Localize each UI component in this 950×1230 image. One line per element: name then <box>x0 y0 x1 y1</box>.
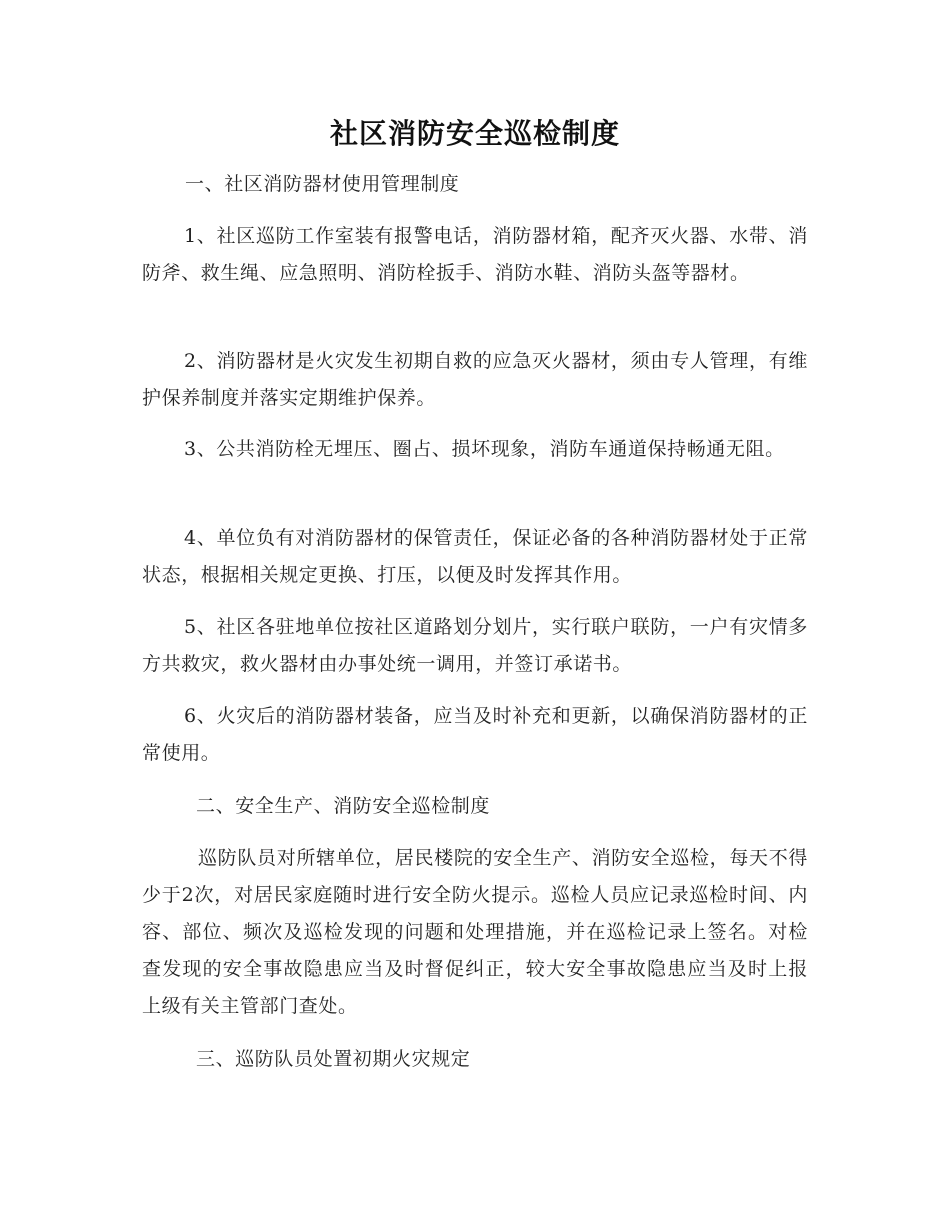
document-title: 社区消防安全巡检制度 <box>329 117 620 150</box>
paragraph-item-4: 4、单位负有对消防器材的保管责任，保证必备的各种消防器材处于正常状态，根据相关规定更换、打压，以便及时发挥其作用。 <box>142 527 808 586</box>
paragraph-item-2: 2、消防器材是火灾发生初期自救的应急灭火器材，须由专人管理，有维护保养制度并落实定期维护保养。 <box>142 350 808 409</box>
section-heading-initial-fire-handling: 三、巡防队员处置初期火灾规定 <box>196 1048 471 1070</box>
paragraph-item-6: 6、火灾后的消防器材装备，应当及时补充和更新，以确保消防器材的正常使用。 <box>142 705 808 764</box>
paragraph-safety-patrol: 巡防队员对所辖单位，居民楼院的安全生产、消防安全巡检，每天不得少于2次，对居民家庭随时进行安全防火提示。巡检人员应记录巡检时间、内容、部位、频次及巡检发现的问题和处理措施，并在巡检记录上签名。对检查发现的安全事故隐患应当及时督促纠正，较大安全事故隐患应当及时上报上级有关主管部门查处。 <box>142 847 808 1017</box>
paragraph-item-1: 1、社区巡防工作室装有报警电话，消防器材箱，配齐灭火器、水带、消防斧、救生绳、应急照明、消防栓扳手、消防水鞋、消防头盔等器材。 <box>142 225 808 284</box>
paragraph-item-3: 3、公共消防栓无埋压、圈占、损坏现象，消防车通道保持畅通无阻。 <box>184 438 785 460</box>
section-heading-equipment-management: 一、社区消防器材使用管理制度 <box>185 173 460 195</box>
paragraph-item-5: 5、社区各驻地单位按社区道路划分划片，实行联户联防，一户有灾情多方共救灾，救火器材由办事处统一调用，并签订承诺书。 <box>142 616 808 675</box>
section-heading-safety-patrol: 二、安全生产、消防安全巡检制度 <box>196 795 491 817</box>
